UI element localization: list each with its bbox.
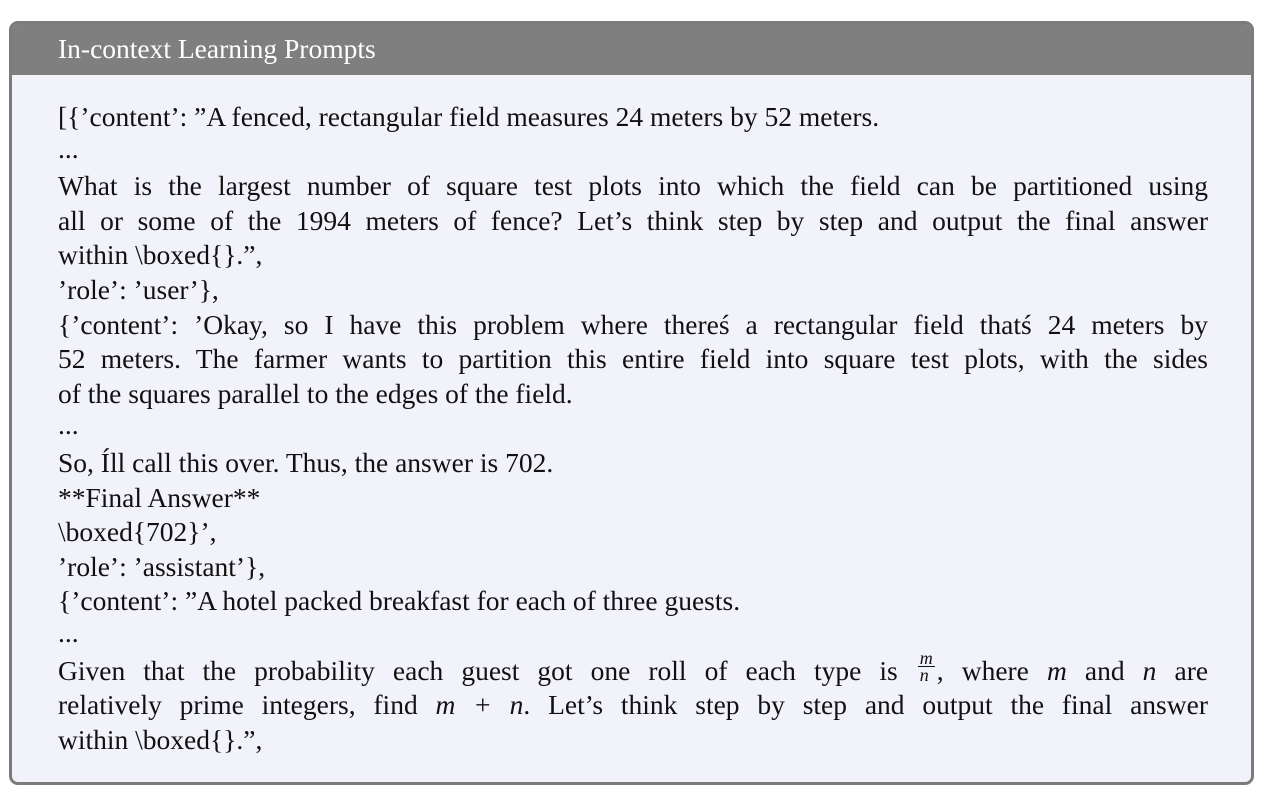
fraction-numerator: m — [919, 647, 933, 668]
prompt-line-18-text-a: relatively prime integers, find — [58, 689, 418, 721]
prompt-line-4: all or some of the 1994 meters of fence? Let’s think step by step and output the final answer — [58, 204, 1208, 236]
prompt-line-14: ’role’: ’assistant’}, — [58, 550, 266, 582]
fraction-m-over-n — [918, 647, 935, 685]
math-var-m: m — [1046, 654, 1067, 686]
box-title: In-context Learning Prompts — [12, 24, 1251, 75]
prompt-box — [9, 21, 1254, 785]
prompt-line-17-text-d: are — [1174, 654, 1209, 686]
fraction-denominator: n — [919, 664, 929, 685]
prompt-line-15: {’content’: ”A hotel packed breakfast for each of three guests. — [58, 585, 741, 617]
prompt-line-7: {’content’: ’Okay, so I have this problem where thereś a rectangular field thatś 24 meters by — [58, 308, 1208, 340]
prompt-line-17 — [58, 647, 1209, 689]
prompt-line-12: **Final Answer** — [58, 481, 261, 513]
prompt-line-17-text-c: and — [1084, 654, 1125, 686]
math-expr-m-plus-n: m + n — [435, 689, 524, 721]
math-var-n: n — [1142, 654, 1157, 686]
prompt-line-8: 52 meters. The farmer wants to partition this entire field into square test plots, with the sides — [58, 343, 1208, 375]
prompt-line-3: What is the largest number of square test plots into which the field can be partitioned using — [58, 170, 1208, 202]
prompt-line-6: ’role’: ’user’}, — [58, 273, 219, 305]
prompt-line-18 — [58, 688, 1208, 723]
prompt-line-13: \boxed{702}’, — [58, 516, 217, 548]
prompt-body — [58, 100, 1208, 757]
prompt-line-1: [{’content’: ”A fenced, rectangular field measures 24 meters by 52 meters. — [58, 101, 880, 132]
prompt-line-9: of the squares parallel to the edges of the field. — [58, 377, 573, 409]
prompt-line-17-text-a: Given that the probability each guest got one roll of each type is — [58, 654, 898, 686]
prompt-line-11: So, Íll call this over. Thus, the answer is 702. — [58, 446, 554, 478]
prompt-line-5: within \boxed{}.”, — [58, 239, 263, 271]
prompt-line-18-text-b: . Let’s think step by step and output the final answer — [523, 689, 1208, 721]
prompt-ellipsis-1: ... — [58, 132, 79, 164]
prompt-line-19: within \boxed{}.”, — [58, 723, 263, 755]
prompt-ellipsis-3: ... — [58, 616, 79, 648]
prompt-ellipsis-2: ... — [58, 409, 79, 441]
prompt-line-17-text-b: , where — [936, 654, 1029, 686]
